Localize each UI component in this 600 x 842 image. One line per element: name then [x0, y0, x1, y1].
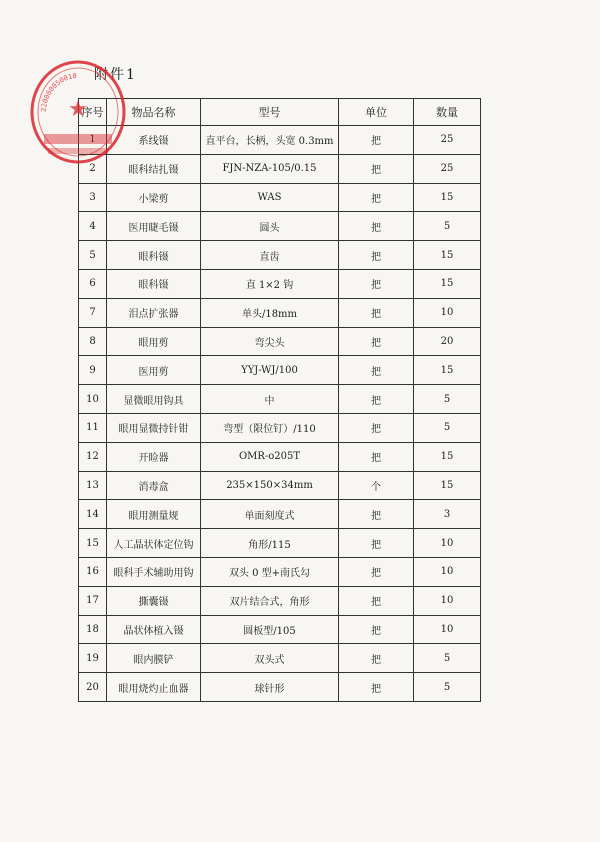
table-row	[79, 471, 481, 500]
header-qty: 数量	[414, 99, 481, 126]
cell-no: 9	[79, 356, 107, 385]
table-row	[79, 413, 481, 442]
header-no: 序号	[79, 99, 107, 126]
cell-model: 双片结合式，角形	[201, 586, 339, 615]
cell-unit: 把	[339, 413, 414, 442]
items-table	[78, 98, 481, 702]
cell-no: 17	[79, 586, 107, 615]
table-row	[79, 442, 481, 471]
cell-qty: 5	[414, 673, 481, 702]
cell-name: 医用剪	[107, 356, 201, 385]
cell-no: 13	[79, 471, 107, 500]
cell-model: 圆头	[201, 212, 339, 241]
table-row	[79, 183, 481, 212]
cell-name: 眼用烧灼止血器	[107, 673, 201, 702]
cell-model: 双头式	[201, 644, 339, 673]
cell-no: 18	[79, 615, 107, 644]
cell-qty: 10	[414, 615, 481, 644]
cell-unit: 把	[339, 183, 414, 212]
header-name: 物品名称	[107, 99, 201, 126]
cell-name: 晶状体植入镊	[107, 615, 201, 644]
svg-text:★: ★	[68, 97, 88, 122]
table-row	[79, 557, 481, 586]
cell-no: 6	[79, 269, 107, 298]
cell-qty: 25	[414, 126, 481, 155]
cell-no: 4	[79, 212, 107, 241]
cell-unit: 个	[339, 471, 414, 500]
cell-no: 11	[79, 413, 107, 442]
table-row	[79, 241, 481, 270]
cell-name: 系线镊	[107, 126, 201, 155]
table-row	[79, 126, 481, 155]
cell-model: 弯型（限位钉）/110	[201, 413, 339, 442]
cell-model: 235×150×34mm	[201, 471, 339, 500]
cell-name: 医用睫毛镊	[107, 212, 201, 241]
cell-no: 16	[79, 557, 107, 586]
cell-unit: 把	[339, 557, 414, 586]
cell-qty: 5	[414, 385, 481, 414]
cell-model: 双头 0 型+南氏勾	[201, 557, 339, 586]
cell-qty: 15	[414, 356, 481, 385]
cell-qty: 5	[414, 413, 481, 442]
cell-no: 10	[79, 385, 107, 414]
cell-unit: 把	[339, 298, 414, 327]
cell-unit: 把	[339, 126, 414, 155]
cell-qty: 5	[414, 644, 481, 673]
cell-name: 消毒盒	[107, 471, 201, 500]
cell-name: 撕囊镊	[107, 586, 201, 615]
cell-no: 20	[79, 673, 107, 702]
cell-qty: 5	[414, 212, 481, 241]
table-row	[79, 673, 481, 702]
cell-model: 单面刻度式	[201, 500, 339, 529]
cell-no: 8	[79, 327, 107, 356]
table-row	[79, 385, 481, 414]
cell-unit: 把	[339, 212, 414, 241]
cell-qty: 3	[414, 500, 481, 529]
cell-no: 19	[79, 644, 107, 673]
cell-model: 弯尖头	[201, 327, 339, 356]
cell-name: 眼科镊	[107, 241, 201, 270]
table-row	[79, 356, 481, 385]
cell-unit: 把	[339, 673, 414, 702]
cell-name: 眼科结扎镊	[107, 154, 201, 183]
cell-model: YYJ-WJ/100	[201, 356, 339, 385]
cell-model: 圆板型/105	[201, 615, 339, 644]
cell-name: 显微眼用钩具	[107, 385, 201, 414]
cell-unit: 把	[339, 154, 414, 183]
cell-model: 角形/115	[201, 529, 339, 558]
table-row	[79, 500, 481, 529]
table-row	[79, 212, 481, 241]
table-row	[79, 529, 481, 558]
cell-unit: 把	[339, 586, 414, 615]
cell-no: 12	[79, 442, 107, 471]
cell-no: 14	[79, 500, 107, 529]
cell-unit: 把	[339, 529, 414, 558]
cell-unit: 把	[339, 644, 414, 673]
svg-text:220000050010	[40, 72, 77, 112]
cell-no: 15	[79, 529, 107, 558]
cell-unit: 把	[339, 241, 414, 270]
cell-unit: 把	[339, 356, 414, 385]
header-unit: 单位	[339, 99, 414, 126]
cell-no: 5	[79, 241, 107, 270]
seal-code: 220000050010	[39, 71, 78, 113]
cell-qty: 15	[414, 241, 481, 270]
cell-name: 眼用测量规	[107, 500, 201, 529]
cell-qty: 10	[414, 557, 481, 586]
cell-unit: 把	[339, 385, 414, 414]
cell-qty: 10	[414, 529, 481, 558]
table-row	[79, 586, 481, 615]
cell-model: OMR-o205T	[201, 442, 339, 471]
table-row	[79, 298, 481, 327]
cell-model: 中	[201, 385, 339, 414]
cell-unit: 把	[339, 442, 414, 471]
cell-unit: 把	[339, 615, 414, 644]
cell-unit: 把	[339, 327, 414, 356]
table-header-row	[79, 99, 481, 126]
header-model: 型号	[201, 99, 339, 126]
cell-no: 2	[79, 154, 107, 183]
cell-name: 眼用剪	[107, 327, 201, 356]
cell-model: FJN-NZA-105/0.15	[201, 154, 339, 183]
table-row	[79, 327, 481, 356]
cell-no: 1	[79, 126, 107, 155]
cell-unit: 把	[339, 269, 414, 298]
cell-no: 3	[79, 183, 107, 212]
cell-name: 眼内膜铲	[107, 644, 201, 673]
cell-name: 小梁剪	[107, 183, 201, 212]
cell-name: 眼科手术辅助用钩	[107, 557, 201, 586]
cell-model: WAS	[201, 183, 339, 212]
cell-unit: 把	[339, 500, 414, 529]
table-row	[79, 644, 481, 673]
cell-name: 眼科镊	[107, 269, 201, 298]
cell-qty: 10	[414, 586, 481, 615]
cell-model: 直 1×2 钩	[201, 269, 339, 298]
cell-qty: 15	[414, 471, 481, 500]
cell-name: 人工晶状体定位钩	[107, 529, 201, 558]
cell-no: 7	[79, 298, 107, 327]
cell-name: 泪点扩张器	[107, 298, 201, 327]
cell-qty: 25	[414, 154, 481, 183]
cell-qty: 15	[414, 442, 481, 471]
cell-qty: 15	[414, 183, 481, 212]
cell-qty: 20	[414, 327, 481, 356]
cell-qty: 15	[414, 269, 481, 298]
table-row	[79, 154, 481, 183]
cell-model: 单头/18mm	[201, 298, 339, 327]
cell-name: 眼用显微持针钳	[107, 413, 201, 442]
table-row	[79, 269, 481, 298]
cell-model: 直平台，长柄，头宽 0.3mm	[201, 126, 339, 155]
cell-qty: 10	[414, 298, 481, 327]
cell-model: 直齿	[201, 241, 339, 270]
table-row	[79, 615, 481, 644]
cell-model: 球针形	[201, 673, 339, 702]
cell-name: 开睑器	[107, 442, 201, 471]
attachment-title: 附件1	[94, 67, 137, 83]
